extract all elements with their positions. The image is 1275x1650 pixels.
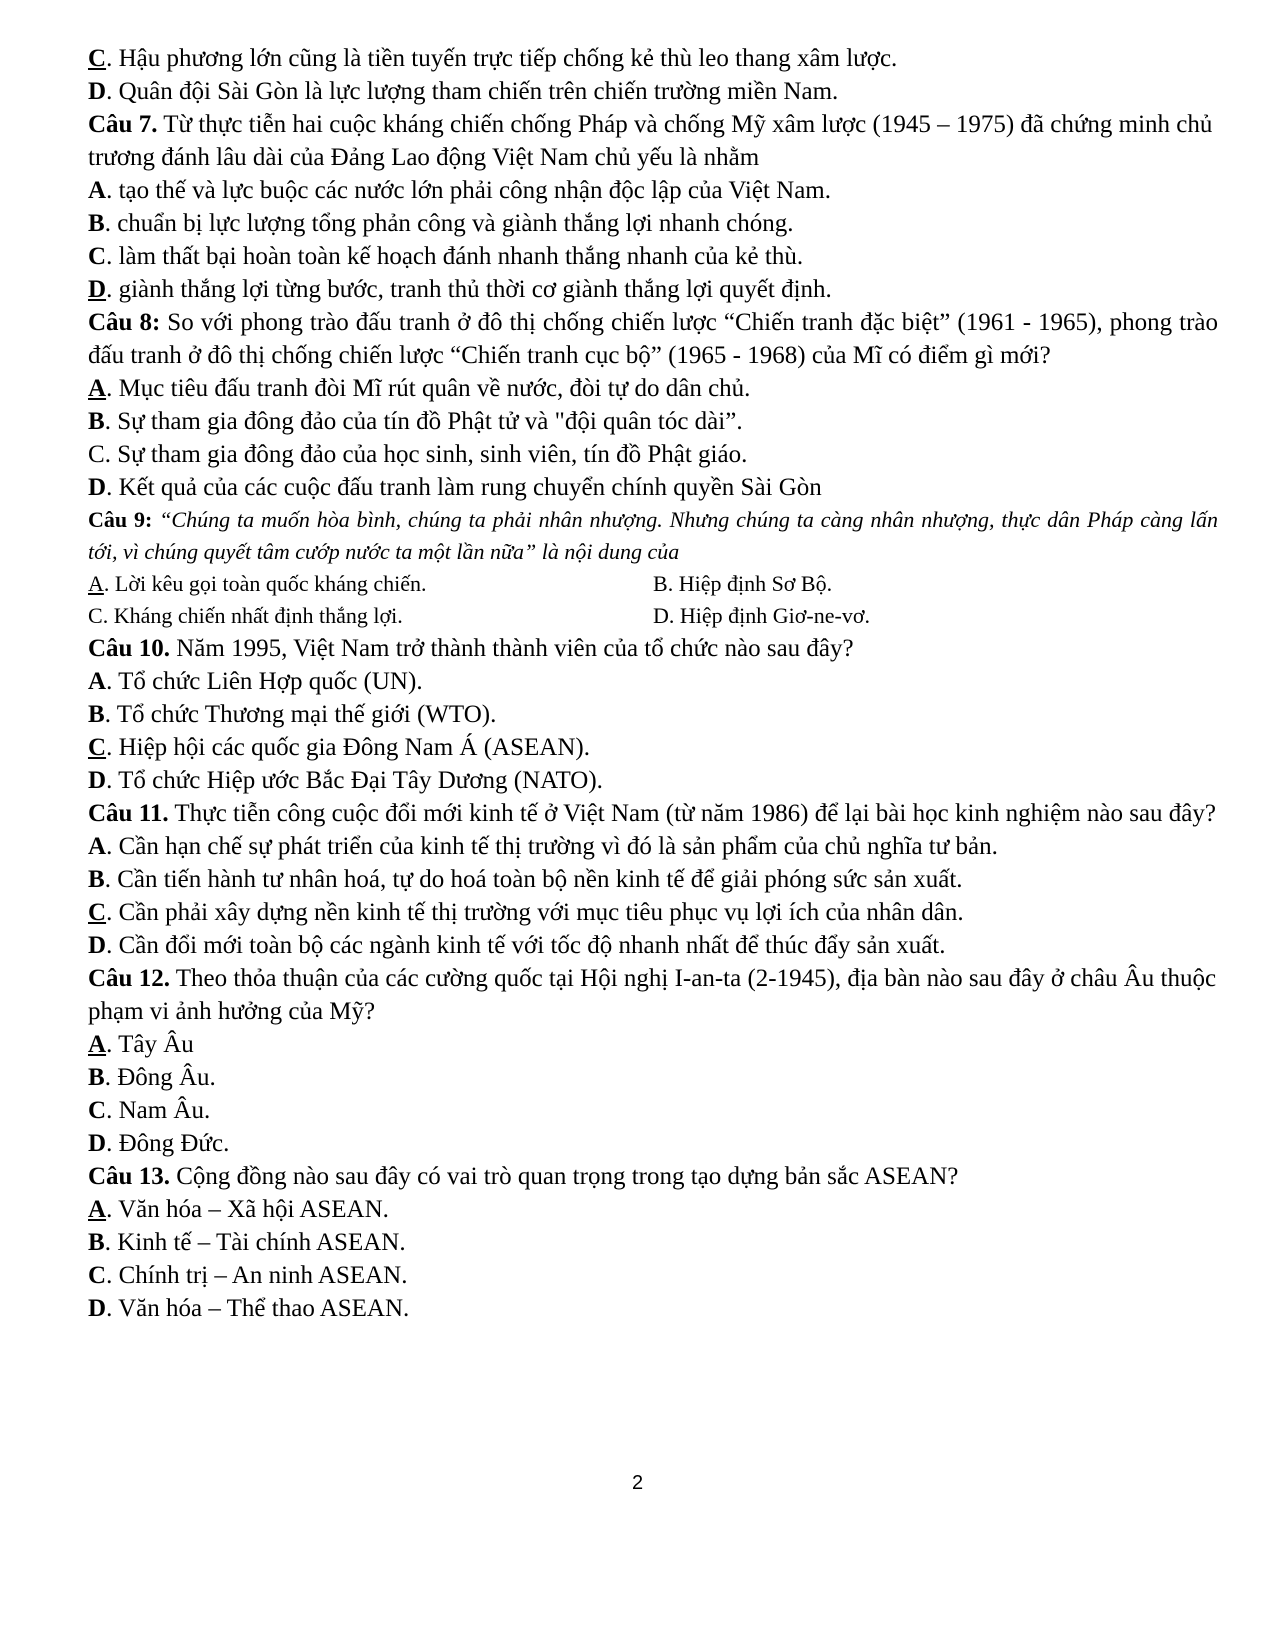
q7-option-b bbox=[88, 207, 1218, 240]
option-letter: D bbox=[88, 1130, 107, 1157]
q9-options-row-1 bbox=[88, 568, 1218, 600]
option-text: . Hiệp hội các quốc gia Đông Nam Á (ASEAN). bbox=[106, 734, 590, 761]
option-text: . giành thắng lợi từng bước, tranh thủ thời cơ giành thắng lợi quyết định. bbox=[106, 276, 832, 303]
option-letter: C bbox=[88, 899, 107, 926]
option-text: . Hiệp định Sơ Bộ. bbox=[667, 571, 833, 596]
q13-option-a bbox=[88, 1193, 1218, 1226]
question-label: Câu 12. bbox=[88, 965, 170, 992]
q11-option-d bbox=[88, 929, 1218, 962]
option-letter: D bbox=[88, 276, 107, 303]
option-letter: C bbox=[88, 441, 105, 468]
q11-option-a bbox=[88, 830, 1218, 863]
option-letter: A bbox=[88, 571, 104, 596]
option-text: . Sự tham gia đông đảo của tín đồ Phật tử và "đội quân tóc dài”. bbox=[104, 408, 743, 435]
q6-option-c bbox=[88, 42, 1218, 75]
option-text: . tạo thế và lực buộc các nước lớn phải công nhận độc lập của Việt Nam. bbox=[106, 177, 832, 204]
option-letter: A bbox=[88, 1196, 107, 1223]
q13-stem bbox=[88, 1160, 1218, 1193]
question-text: Từ thực tiễn hai cuộc kháng chiến chống Pháp và chống Mỹ xâm lược (1945 – 1975) đã chứng minh chủ trương đánh lâu dài của Đảng Lao động Việt Nam chủ yếu là nhằm bbox=[88, 111, 1213, 171]
question-text: Thực tiễn công cuộc đổi mới kinh tế ở Việt Nam (từ năm 1986) để lại bài học kinh nghiệm nào sau đây? bbox=[168, 800, 1216, 827]
option-letter: C bbox=[88, 243, 107, 270]
option-text: . Kinh tế – Tài chính ASEAN. bbox=[104, 1229, 406, 1256]
option-letter: B bbox=[88, 1064, 105, 1091]
option-text: . Quân đội Sài Gòn là lực lượng tham chiến trên chiến trường miền Nam. bbox=[106, 78, 839, 105]
option-text: . Tổ chức Liên Hợp quốc (UN). bbox=[106, 668, 423, 695]
question-label: Câu 13. bbox=[88, 1163, 170, 1190]
question-label: Câu 11. bbox=[88, 800, 169, 827]
option-letter: B bbox=[653, 571, 668, 596]
question-label: Câu 7. bbox=[88, 111, 158, 138]
option-text: . Tây Âu bbox=[106, 1031, 194, 1058]
option-text: . Chính trị – An ninh ASEAN. bbox=[106, 1262, 408, 1289]
q10-option-a bbox=[88, 665, 1218, 698]
q13-option-d bbox=[88, 1292, 1218, 1325]
q12-option-b bbox=[88, 1061, 1218, 1094]
q9-option-d bbox=[653, 600, 1218, 632]
q6-option-d bbox=[88, 75, 1218, 108]
q11-stem bbox=[88, 797, 1218, 830]
question-quote: “Chúng ta muốn hòa bình, chúng ta phải nhân nhượng. Nhưng chúng ta càng nhân nhượng, thực dân Pháp càng lấn tới, vì chúng quyết tâm cướp nước ta một lần nữa” là nội dung của bbox=[88, 507, 1219, 564]
option-text: . Tổ chức Thương mại thế giới (WTO). bbox=[104, 701, 497, 728]
q9-option-c bbox=[88, 600, 653, 632]
q8-option-a bbox=[88, 372, 1218, 405]
option-text: . Văn hóa – Thể thao ASEAN. bbox=[106, 1295, 410, 1322]
question-text: Cộng đồng nào sau đây có vai trò quan trọng trong tạo dựng bản sắc ASEAN? bbox=[169, 1163, 959, 1190]
q12-option-d bbox=[88, 1127, 1218, 1160]
option-letter: D bbox=[88, 1295, 107, 1322]
question-label: Câu 9: bbox=[88, 507, 153, 532]
q10-stem bbox=[88, 632, 1218, 665]
option-text: . Cần hạn chế sự phát triển của kinh tế thị trường vì đó là sản phẩm của chủ nghĩa tư bản. bbox=[106, 833, 998, 860]
option-letter: C bbox=[88, 45, 107, 72]
option-text: . Kháng chiến nhất định thắng lợi. bbox=[102, 603, 403, 628]
option-letter: B bbox=[88, 210, 105, 237]
q8-option-d bbox=[88, 471, 1218, 504]
q10-option-d bbox=[88, 764, 1218, 797]
option-text: . Cần tiến hành tư nhân hoá, tự do hoá toàn bộ nền kinh tế để giải phóng sức sản xuất. bbox=[104, 866, 963, 893]
option-text: . Hậu phương lớn cũng là tiền tuyến trực tiếp chống kẻ thù leo thang xâm lược. bbox=[106, 45, 898, 72]
q9-stem bbox=[88, 504, 1218, 568]
q7-option-c bbox=[88, 240, 1218, 273]
option-text: . Sự tham gia đông đảo của học sinh, sinh viên, tín đồ Phật giáo. bbox=[104, 441, 748, 468]
question-text: Năm 1995, Việt Nam trở thành thành viên của tổ chức nào sau đây? bbox=[169, 635, 854, 662]
option-letter: D bbox=[88, 767, 107, 794]
option-letter: D bbox=[88, 78, 107, 105]
option-letter: A bbox=[88, 177, 107, 204]
q11-option-c bbox=[88, 896, 1218, 929]
option-letter: A bbox=[88, 1031, 107, 1058]
q12-option-c bbox=[88, 1094, 1218, 1127]
q8-option-c bbox=[88, 438, 1218, 471]
q13-option-b bbox=[88, 1226, 1218, 1259]
option-text: . Văn hóa – Xã hội ASEAN. bbox=[106, 1196, 389, 1223]
q12-stem bbox=[88, 962, 1218, 1028]
option-text: . Mục tiêu đấu tranh đòi Mĩ rút quân về nước, đòi tự do dân chủ. bbox=[106, 375, 751, 402]
option-text: . Lời kêu gọi toàn quốc kháng chiến. bbox=[103, 571, 427, 596]
option-letter: C bbox=[88, 1262, 107, 1289]
option-text: . làm thất bại hoàn toàn kế hoạch đánh nhanh thắng nhanh của kẻ thù. bbox=[106, 243, 804, 270]
option-text: . Đông Âu. bbox=[104, 1064, 216, 1091]
option-text: . Cần phải xây dựng nền kinh tế thị trường với mục tiêu phục vụ lợi ích của nhân dân. bbox=[106, 899, 964, 926]
q12-option-a bbox=[88, 1028, 1218, 1061]
option-letter: D bbox=[653, 603, 669, 628]
document-page bbox=[88, 42, 1218, 1325]
option-text: . Nam Âu. bbox=[106, 1097, 211, 1124]
option-text: . chuẩn bị lực lượng tổng phản công và giành thắng lợi nhanh chóng. bbox=[104, 210, 794, 237]
option-letter: B bbox=[88, 408, 105, 435]
q10-option-b bbox=[88, 698, 1218, 731]
option-text: . Hiệp định Giơ-ne-vơ. bbox=[668, 603, 870, 628]
option-letter: A bbox=[88, 375, 107, 402]
option-letter: D bbox=[88, 932, 107, 959]
q8-stem bbox=[88, 306, 1218, 372]
option-letter: C bbox=[88, 603, 103, 628]
option-text: . Tổ chức Hiệp ước Bắc Đại Tây Dương (NATO). bbox=[106, 767, 603, 794]
q9-option-a bbox=[88, 568, 653, 600]
q9-option-b bbox=[653, 568, 1218, 600]
option-letter: A bbox=[88, 668, 107, 695]
q7-option-d bbox=[88, 273, 1218, 306]
question-label: Câu 8: bbox=[88, 309, 161, 336]
option-letter: D bbox=[88, 474, 107, 501]
page-number: 2 bbox=[631, 1472, 644, 1494]
option-letter: C bbox=[88, 734, 107, 761]
q13-option-c bbox=[88, 1259, 1218, 1292]
question-text: So với phong trào đấu tranh ở đô thị chống chiến lược “Chiến tranh đặc biệt” (1961 - 1965), phong trào đấu tranh ở đô thị chống chiến lược “Chiến tranh cục bộ” (1965 - 1968) của Mĩ có điểm gì mới? bbox=[88, 309, 1218, 369]
q10-option-c bbox=[88, 731, 1218, 764]
option-letter: A bbox=[88, 833, 107, 860]
option-text: . Đông Đức. bbox=[106, 1130, 230, 1157]
option-text: . Cần đổi mới toàn bộ các ngành kinh tế với tốc độ nhanh nhất để thúc đẩy sản xuất. bbox=[106, 932, 946, 959]
option-letter: C bbox=[88, 1097, 107, 1124]
q9-options-row-2 bbox=[88, 600, 1218, 632]
q8-option-b bbox=[88, 405, 1218, 438]
question-label: Câu 10. bbox=[88, 635, 170, 662]
q7-option-a bbox=[88, 174, 1218, 207]
option-letter: B bbox=[88, 701, 105, 728]
option-letter: B bbox=[88, 866, 105, 893]
option-letter: B bbox=[88, 1229, 105, 1256]
q7-stem bbox=[88, 108, 1218, 174]
option-text: . Kết quả của các cuộc đấu tranh làm rung chuyển chính quyền Sài Gòn bbox=[106, 474, 822, 501]
q11-option-b bbox=[88, 863, 1218, 896]
question-text: Theo thỏa thuận của các cường quốc tại Hội nghị I-an-ta (2-1945), địa bàn nào sau đây ở châu Âu thuộc phạm vi ảnh hưởng của Mỹ? bbox=[88, 965, 1217, 1025]
